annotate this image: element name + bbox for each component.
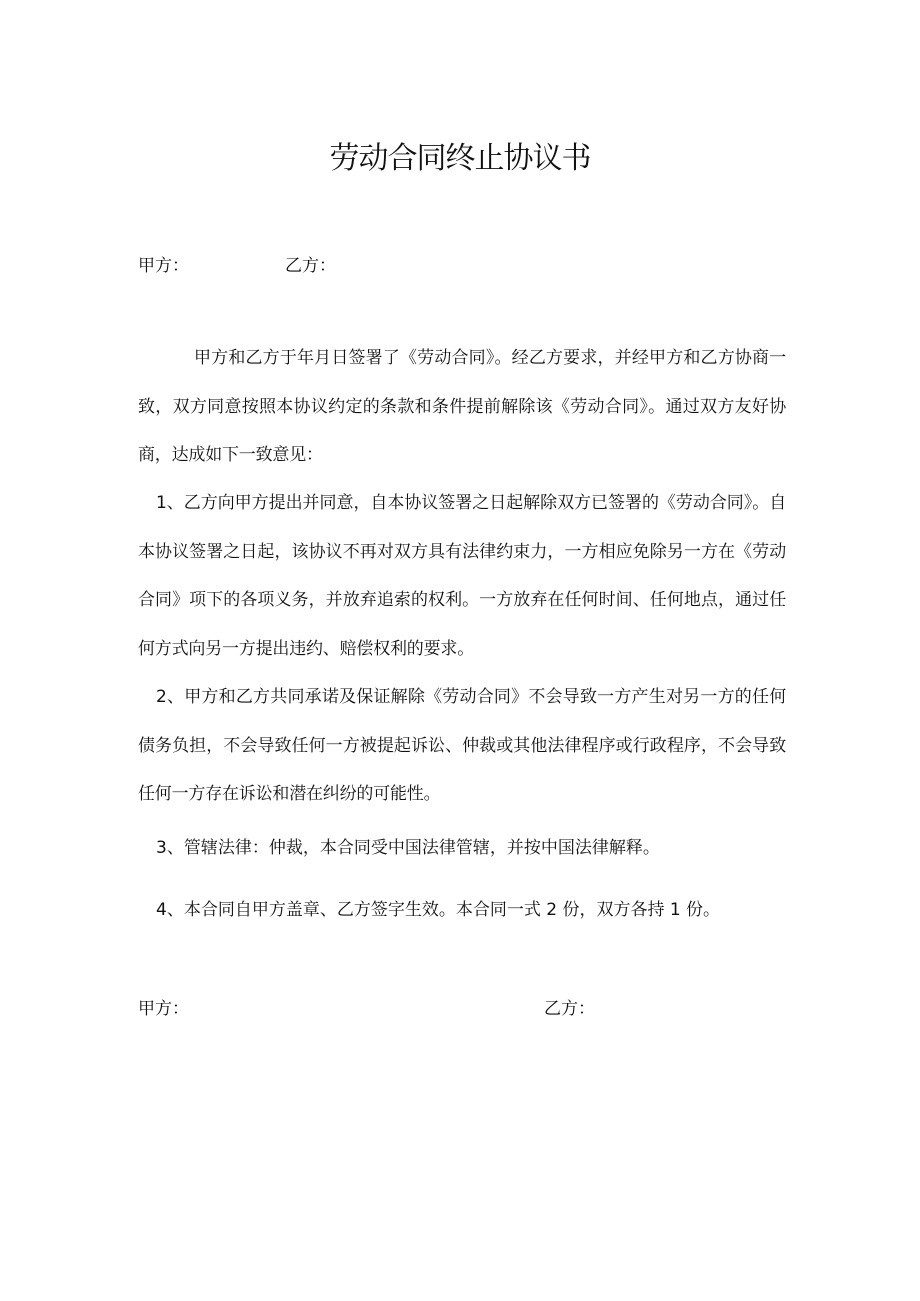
signature-party-a: 甲方： (138, 999, 189, 1019)
clause-2: 2、甲方和乙方共同承诺及保证解除《劳动合同》不会导致一方产生对另一方的任何债务负担，不会导致任何一方被提起诉讼、仲裁或其他法律程序或行政程序，不会导致任何一方存在诉讼和潜在纠纷的可能性。 (138, 687, 786, 804)
document-title: 劳动合同终止协议书 (329, 141, 591, 176)
header-parties (138, 252, 336, 280)
party-b-label: 乙方： (285, 256, 336, 276)
party-a-label: 甲方： (138, 256, 189, 276)
signature-party-b: 乙方： (544, 999, 595, 1019)
clause-1: 1、乙方向甲方提出并同意，自本协议签署之日起解除双方已签署的《劳动合同》。自本协议签署之日起，该协议不再对双方具有法律约束力，一方相应免除另一方在《劳动合同》项下的各项义务，并放弃追索的权利。一方放弃在任何时间、任何地点，通过任何方式向另一方提出违约、赔偿权利的要求。 (138, 493, 786, 659)
clause-3: 3、管辖法律：仲裁，本合同受中国法律管辖，并按中国法律解释。 (156, 838, 660, 858)
intro-paragraph: 甲方和乙方于年月日签署了《劳动合同》。经乙方要求，并经甲方和乙方协商一致，双方同意按照本协议约定的条款和条件提前解除该《劳动合同》。通过双方友好协商，达成如下一致意见： (138, 348, 786, 465)
clause-4: 4、本合同自甲方盖章、乙方签字生效。本合同一式 2 份，双方各持 1 份。 (156, 900, 721, 920)
